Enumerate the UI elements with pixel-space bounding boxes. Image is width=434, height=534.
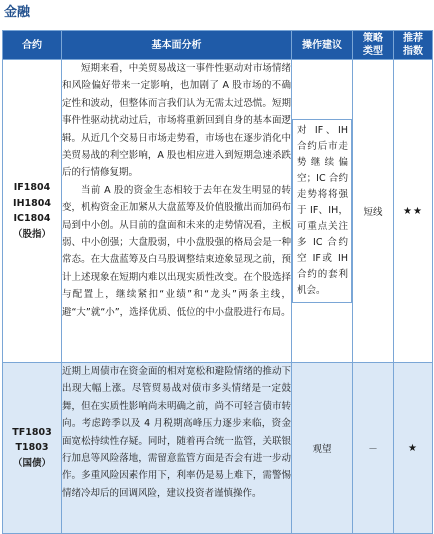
rating-cell (394, 363, 433, 534)
advice-text: 对 IF、IH 合约后市走势继续偏空；IC 合约走势将将强于 IF、IH，可重点关注多 IC 合约空 IF或 IH 合约的套利机会。 (292, 119, 352, 303)
table-row (3, 60, 433, 363)
strategy-cell: － (353, 363, 394, 534)
header-strategy: 策略 类型 (353, 31, 394, 60)
contract-code: TF1803 (12, 426, 52, 438)
section-title: 金融 (4, 5, 31, 20)
contract-category: （股指） (12, 228, 51, 240)
advice-cell (292, 60, 353, 363)
analysis-paragraph: 近期上周债市在资金面的相对宽松和避险情绪的推动下出现大幅上涨。尽管贸易战对债市多头情绪是一定鼓舞，但在实质性影响尚未明确之前，尚不可轻言债市转向。考虑跨季以及 4 月税期高峰压力逐步来临，资金面宽松持续性存疑。同时，随着再合统一监管，关联银行加息等风险落地，需留意监管方面是否会有进一步动作。多重风险因素作用下，利率仍是易上难下，需警惕情绪冷却后的回调风险，建议投资者谨慎操作。 (62, 366, 291, 499)
contract-cell (3, 60, 62, 363)
contract-code: T1803 (15, 442, 49, 454)
rating-cell (394, 60, 433, 363)
analysis-cell (62, 363, 292, 534)
advice-cell: 观望 (292, 363, 353, 534)
header-rating: 推荐 指数 (394, 31, 433, 60)
header-advice: 操作建议 (292, 31, 353, 60)
header-analysis: 基本面分析 (62, 31, 292, 60)
rating-stars: ★★ (403, 205, 423, 217)
rating-stars: ★ (408, 442, 418, 454)
table-header-row (3, 31, 433, 60)
analysis-paragraph: 短期来看，中美贸易战这一事件性驱动对市场情绪和风险偏好带来一定影响，也加剧了 A 股市场的不确定性和波动，但整体而言我们认为无需太过恐慌。短期事件性驱动扰动过后，市场将重新回到自身的基本面逻辑。从近几个交易日市场走势看，市场也在逐步消化中美贸易战的利空影响，A 股也相应进入到短期急速杀跌后的行情修复期。 (62, 63, 291, 179)
futures-analysis-table (2, 30, 433, 534)
table-row (3, 363, 433, 534)
strategy-cell: 短线 (353, 60, 394, 363)
contract-cell (3, 363, 62, 534)
header-contract: 合约 (3, 31, 62, 60)
analysis-paragraph: 当前 A 股的资金生态相较于去年在发生明显的转变，机构资金正加紧从大盘蓝筹及价值股撤出而加码布局到中小创。从目前的盘面和未来的走势情况看，主板弱、中小创强；大盘股弱，中小盘股强的格局会是一种常态。在大盘蓝筹及白马股调整结束迹象显现之前，预计上述现象在短期内难以出现实质性改变。在个股选择与配置上，继续紧扣“业绩”和“龙头”两条主线，避“大”就“小”，选择优质、低位的中小盘股进行布局。 (62, 184, 291, 318)
analysis-cell (62, 60, 292, 363)
contract-code: IF1804 (13, 182, 51, 193)
contract-code: IC1804 (13, 213, 51, 224)
contract-code: IH1804 (13, 197, 51, 209)
contract-category: （国债） (12, 457, 51, 469)
